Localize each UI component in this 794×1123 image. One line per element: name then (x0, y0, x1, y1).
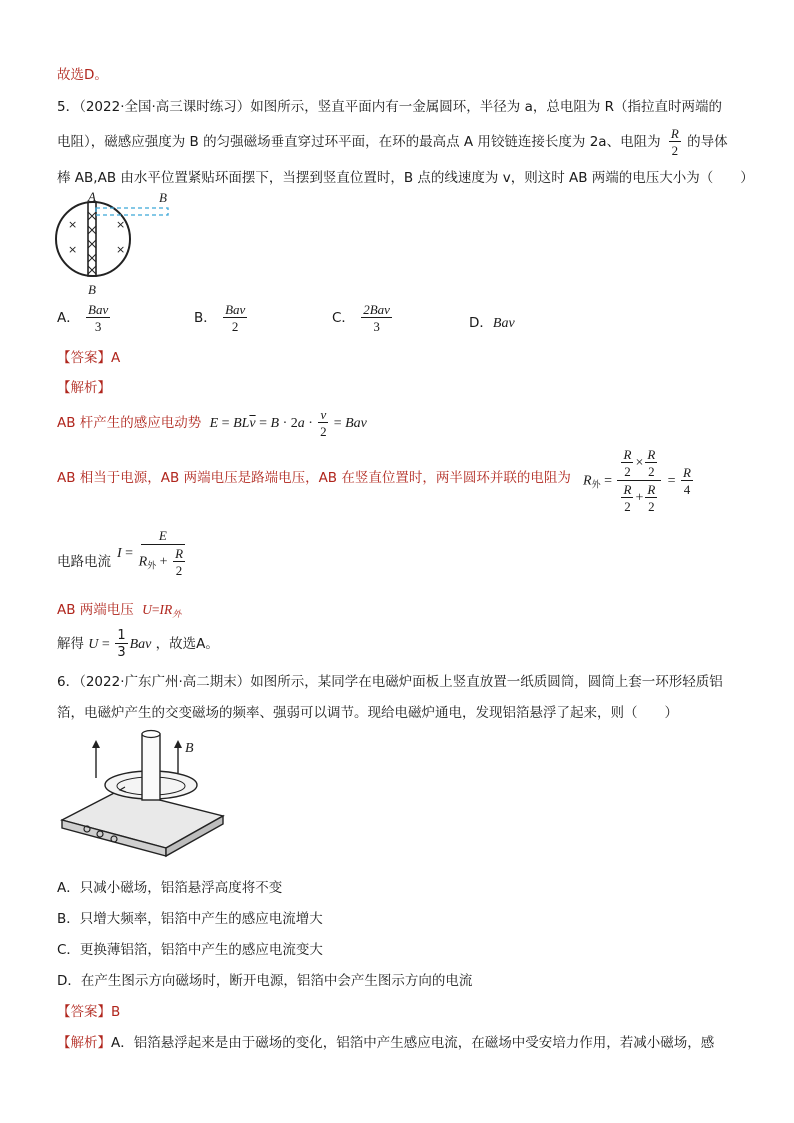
field-cross: × (68, 218, 78, 231)
complex-fraction: $\frac{R}{2}$ × $\frac{R}{2}$ $\frac{R}{2}$ + $\frac{R}{2}$ (617, 448, 661, 513)
fraction-r-over-2: $\frac{R}{2}$ (670, 126, 679, 158)
arrow-up-icon (174, 740, 182, 748)
q5-solution-voltage: AB 两端电压 $U=IR_外$ (57, 602, 182, 619)
frac-numerator: Bav (88, 302, 109, 317)
sol-text: ，故选A。 (155, 636, 219, 652)
choice-fraction (86, 303, 110, 333)
q6-stem-line1: 6．（2022·广东广州·高二期末）如图所示，某同学在电磁炉面板上竖直放置一纸质圆筒，圆筒上套一环形轻质铝 (57, 674, 723, 690)
q5-solution-current (57, 550, 111, 570)
previous-answer-line: 故选D。 (57, 67, 108, 83)
paper-cylinder (142, 734, 160, 800)
choice-fraction (223, 303, 247, 333)
q5-choice-b[interactable] (194, 303, 249, 333)
frac-denominator: 3 (94, 319, 102, 334)
choice-letter: D． (469, 315, 493, 331)
current-fraction: E $R_外$ + $\frac{R}{2}$ (138, 528, 184, 578)
field-cross: × (116, 243, 126, 256)
parallel-resistance-formula: $R_外$ = $\frac{R}{2}$ × $\frac{R}{2}$ $\frac{R}{2}$ + $\frac{R}{2}$ = $\frac{R}{4}$ (583, 447, 691, 514)
analysis-text: A．铝箔悬浮起来是由于磁场的变化，铝箔中产生感应电流，在磁场中受安培力作用，若减小磁场，感 (111, 1035, 715, 1051)
choice-letter: B． (194, 310, 217, 326)
arrow-up-icon (92, 740, 100, 748)
sol-text: AB 相当于电源，AB 两端电压是路端电压，AB 在竖直位置时，两半圆环并联的电阻为 (57, 470, 571, 486)
frac-numerator: 2Bav (363, 302, 390, 317)
label-b-field: B (185, 741, 194, 756)
q6-option-b[interactable]: B．只增大频率，铝箔中产生的感应电流增大 (57, 911, 323, 927)
rod-horizontal-dashed (96, 208, 168, 215)
q5-choice-d[interactable] (469, 311, 515, 332)
q6-analysis (57, 1031, 714, 1051)
frac-denominator: 3 (373, 319, 380, 334)
q5-ring-figure (52, 188, 182, 298)
q5-choice-c[interactable] (332, 303, 394, 333)
choice-letter: C． (332, 310, 355, 326)
choice-text: Bav (492, 316, 515, 331)
frac-numerator: Bav (225, 302, 246, 317)
q6-stem-line2: 箔，电磁炉产生的交变磁场的频率、强弱可以调节。现给电磁炉通电，发现铝箔悬浮了起来，则（ ） (57, 705, 678, 721)
q5-analysis-tag: 【解析】 (57, 380, 111, 396)
q5-solution-resistance (57, 466, 571, 486)
analysis-tag: 【解析】 (57, 1035, 111, 1051)
current-formula: I = E $R_外$ + $\frac{R}{2}$ (117, 529, 189, 577)
label-b-bottom: B (88, 282, 96, 297)
frac-denominator: 2 (231, 319, 239, 334)
rod-hatching (88, 212, 96, 274)
q6-option-a[interactable]: A．只减小磁场，铝箔悬浮高度将不变 (57, 880, 283, 896)
sol-text: AB 两端电压 (57, 602, 134, 618)
q5-stem-line2 (57, 127, 728, 157)
choice-letter: A． (57, 310, 80, 326)
q6-option-c[interactable]: C．更换薄铝箔，铝箔中产生的感应电流变大 (57, 942, 323, 958)
q6-cooker-figure (58, 728, 228, 858)
q5-answer: 【答案】A (57, 350, 121, 366)
sol-text: 电路电流 (57, 554, 111, 570)
emf-equation: E (209, 416, 219, 431)
label-b-top: B (159, 190, 167, 205)
sol-text: 解得 (57, 636, 84, 652)
q5-solution-emf: AB 杆产生的感应电动势 $E = BL\overline{v} = B \cdot 2a$ · $\frac{v}{2}$ = Bav (57, 407, 367, 439)
q6-answer: 【答案】B (57, 1004, 121, 1020)
q5-solution-result: 解得 U = $\frac{1}{3}$ Bav ，故选A。 (57, 628, 219, 660)
field-cross: × (116, 218, 126, 231)
label-a: A (88, 189, 96, 204)
choice-fraction (361, 303, 392, 333)
q6-option-d[interactable]: D．在产生图示方向磁场时，断开电源，铝箔中会产生图示方向的电流 (57, 973, 473, 989)
field-cross: × (68, 243, 78, 256)
q5-stem-line1: 5．（2022·全国·高三课时练习）如图所示，竖直平面内有一金属圆环，半径为 a，总电阻为 R（指拉直时两端的 (57, 99, 723, 115)
fraction-v-over-2: $\frac{v}{2}$ (320, 407, 327, 439)
q5-stem-line2-a: 电阻），磁感应强度为 B 的匀强磁场垂直穿过环平面，在环的最高点 A 用铰链连接长度为 2a、电阻为 (57, 134, 661, 150)
metal-ring (56, 202, 130, 276)
q5-choice-a[interactable] (57, 303, 112, 333)
fraction-1-over-3: $\frac{1}{3}$ (117, 628, 126, 660)
q5-stem-line3: 棒 AB,AB 由水平位置紧贴环面摆下，当摆到竖直位置时，B 点的线速度为 v，则这时 AB 两端的电压大小为（ ） (57, 170, 754, 186)
q5-stem-line2-b: 的导体 (687, 134, 728, 150)
cylinder-top (142, 731, 160, 738)
sol-text: AB 杆产生的感应电动势 (57, 415, 202, 431)
